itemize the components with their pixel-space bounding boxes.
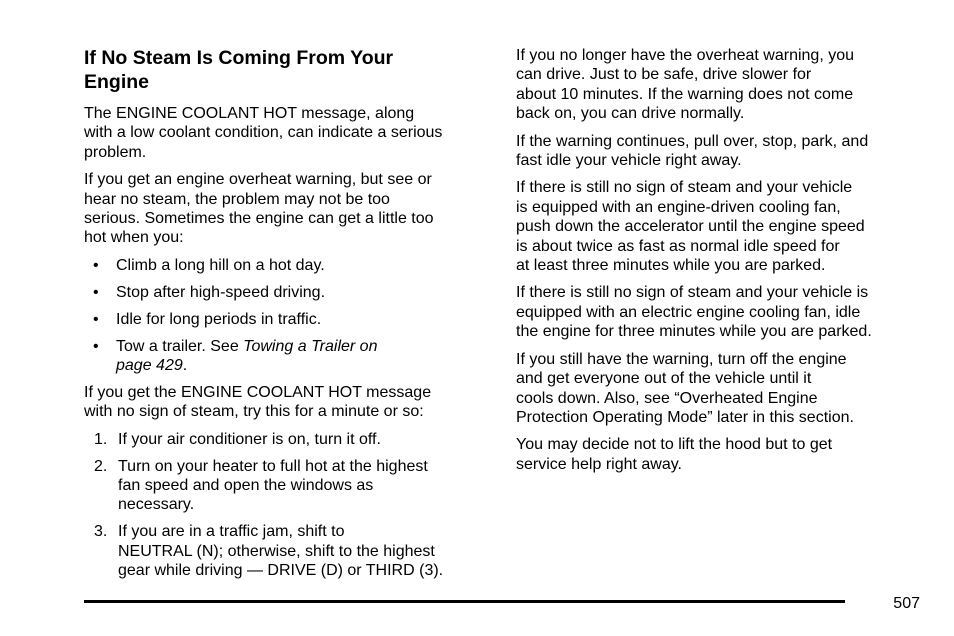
step-item xyxy=(84,522,494,580)
section-heading: If No Steam Is Coming From Your Engine xyxy=(84,47,394,93)
step-item xyxy=(84,430,494,449)
footer-rule xyxy=(84,600,845,603)
bullet-icon: • xyxy=(93,256,99,274)
page-number: 507 xyxy=(893,595,920,612)
steps-list xyxy=(84,430,494,581)
overheat-paragraph: If you get an engine overheat warning, but see or hear no steam, the problem may not be too serious. Sometimes the engine can get a little too hot when you: xyxy=(84,171,434,247)
step-number: 1. xyxy=(94,430,108,448)
list-item xyxy=(84,310,494,329)
coolant-message-paragraph: If you get the ENGINE COOLANT HOT message with no sign of steam, try this for a minute or so: xyxy=(84,383,432,421)
service-help-paragraph: You may decide not to lift the hood but to get service help right away. xyxy=(516,436,833,473)
step-number: 3. xyxy=(94,523,108,541)
left-column xyxy=(84,46,494,588)
list-item xyxy=(84,337,494,376)
still-warning-paragraph: If you still have the warning, turn off the engine and get everyone out of the vehicle until it cools down. Also, see “Overheated Engine Protection Operating Mode” later in this section. xyxy=(516,350,854,426)
list-item-text: Tow a trailer. See xyxy=(116,337,244,355)
list-item-text: Idle for long periods in traffic. xyxy=(116,310,322,328)
bullet-icon: • xyxy=(93,310,99,328)
no-warning-paragraph: If you no longer have the overheat warning, you can drive. Just to be safe, drive slower for about 10 minutes. If the warning does not come back on, you can drive normally. xyxy=(516,47,854,123)
step-item xyxy=(84,457,494,515)
intro-paragraph: The ENGINE COOLANT HOT message, along with a low coolant condition, can indicate a serious problem. xyxy=(84,105,443,161)
cross-reference-link[interactable]: Towing a Trailer on page 429 xyxy=(116,337,378,374)
list-item-text: Climb a long hill on a hot day. xyxy=(116,256,325,274)
list-item-suffix: . xyxy=(182,356,188,374)
electric-fan-paragraph: If there is still no sign of steam and your vehicle is equipped with an electric engine cooling fan, idle the engine for three minutes while you are parked. xyxy=(516,284,872,341)
warning-continues-paragraph: If the warning continues, pull over, stop, park, and fast idle your vehicle right away. xyxy=(516,132,869,170)
bullet-icon: • xyxy=(93,283,99,301)
list-item xyxy=(84,256,494,275)
bullet-icon: • xyxy=(93,337,99,355)
step-text: If you are in a traffic jam, shift to NEUTRAL (N); otherwise, shift to the highest gear while driving — DRIVE (D) or THIRD (3). xyxy=(118,523,444,580)
engine-driven-fan-paragraph: If there is still no sign of steam and your vehicle is equipped with an engine-driven cooling fan, push down the accelerator until the engine speed is about twice as fast as normal idle speed for at least three minutes while you are parked. xyxy=(516,179,865,275)
step-text: If your air conditioner is on, turn it off. xyxy=(118,430,381,448)
step-number: 2. xyxy=(94,457,108,475)
list-item-text: Stop after high-speed driving. xyxy=(116,283,326,301)
step-text: Turn on your heater to full hot at the highest fan speed and open the windows as necessary. xyxy=(118,457,428,514)
list-item xyxy=(84,283,494,302)
right-column xyxy=(516,46,918,482)
conditions-list xyxy=(84,256,494,376)
